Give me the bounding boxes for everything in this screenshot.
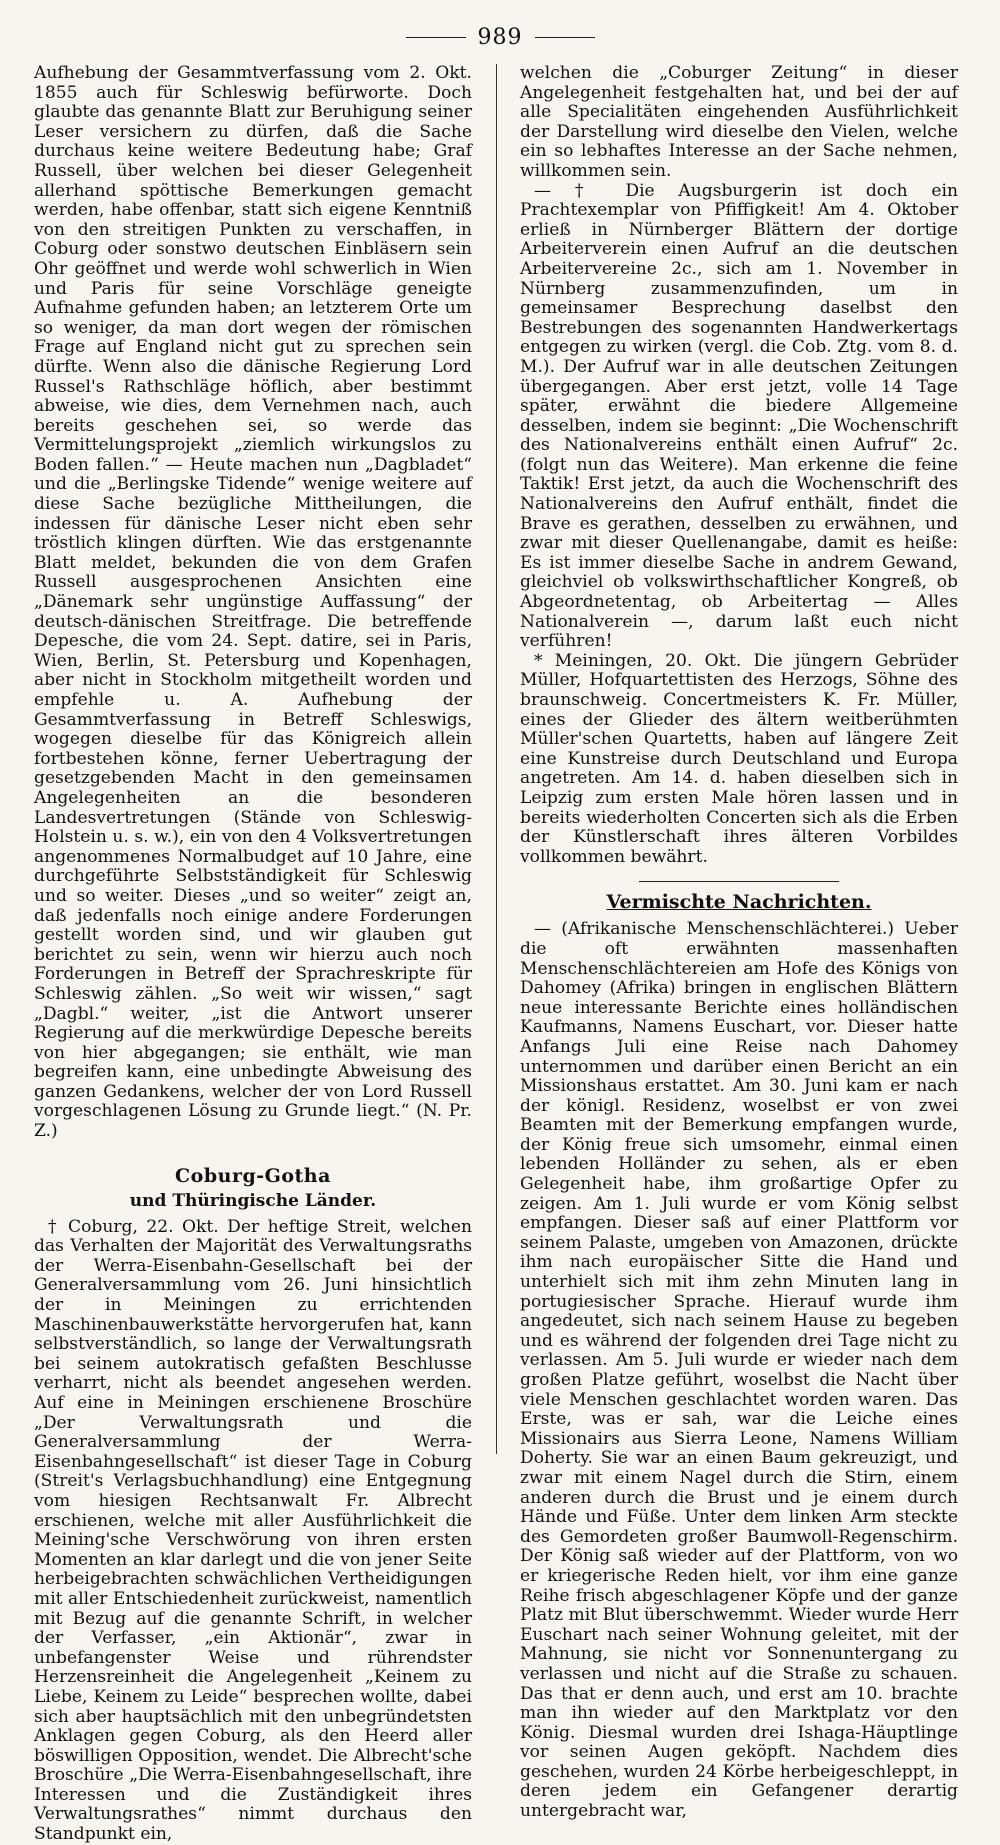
section-title-coburg-gotha: Coburg-Gotha	[175, 1164, 331, 1187]
header-rule-left	[406, 37, 466, 38]
page-header	[0, 22, 1000, 52]
page-number: 989	[477, 24, 523, 50]
article-russell-continued: Aufhebung der Gesammtverfassung vom 2. Okt. 1855 auch für Schleswig befürworte. Doch glaubte das genannte Blatt zur Beruhigung seiner Leser versichern zu dürfen, daß die Sache durchaus keine weitere Bedeutung habe; Graf Russell, über welchen bei dieser Gelegenheit allerhand spöttische Bemerkungen gemacht werden, habe offenbar, statt sich eigene Kenntniß von den streitigen Punkten zu verschaffen, in Coburg oder sonstwo deutschen Einbläsern sein Ohr geöffnet und werde wohl schwerlich in Wien und Paris für seine Vorschläge geneigte Aufnahme gefunden haben; an letzterem Orte um so weniger, da man dort wegen der römischen Frage auf England nicht gut zu sprechen sein dürfte. Wenn also die dänische Regierung Lord Russel's Rathschläge höflich, aber bestimmt abweise, wie dies, dem Vernehmen nach, auch bereits geschehen sei, so werde das Vermittelungsprojekt „ziemlich wirkungslos zu Boden fallen.“ — Heute machen nun „Dagbladet“ und die „Berlingske Tidende“ wenige weitere auf diese Sache bezügliche Mittheilungen, die indessen für dänische Leser nicht eben sehr tröstlich klingen dürften. Wie das erstgenannte Blatt meldet, bekunden die von dem Grafen Russell ausgesprochenen Ansichten eine „Dänemark sehr ungünstige Auffassung“ der deutsch-dänischen Streitfrage. Die betreffende Depesche, die vom 24. Sept. datire, sei in Paris, Wien, Berlin, St. Petersburg und Kopenhagen, aber nicht in Stockholm mitgetheilt worden und empfehle u. A. Aufhebung der Gesammtverfassung in Betreff Schleswigs, wogegen dieselbe für das Königreich allein fortbestehen könne, ferner Uebertragung der gesetzgebenden Macht in den gemeinsamen Angelegenheiten an die besonderen Landesvertretungen (Stände von Schleswig-Holstein u. s. w.), ein von den 4 Volksvertretungen angenommenes Normalbudget auf 10 Jahre, eine durchgeführte Selbstständigkeit für Schleswig und so weiter. Dieses „und so weiter“ zeigt an, daß jedenfalls noch einige andere Forderungen gestellt worden sind, und wir glauben gut berichtet zu sein, wenn wir hierzu auch noch Forderungen in Betreff der Sprachreskripte für Schleswig zählen. „So weit wir wissen,“ sagt „Dagbl.“ weiter, „ist die Antwort unserer Regierung auf die merkwürdige Depesche bereits von hier abgegangen; sie enthält, wie man begreifen kann, eine unbedingte Abweisung des ganzen Gedankens, welcher der von Lord Russell vorgeschlagenen Lösung zu Grunde liegt.“ (N. Pr. Z.)	[34, 63, 472, 1142]
article-meiningen: * Meiningen, 20. Okt. Die jüngern Gebrüder Müller, Hofquartettisten des Herzogs, Söhne des braunschweig. Concertmeisters K. Fr. Müller, eines der Glieder des ältern weitberühmten Müller'schen Quartetts, haben auf längere Zeit eine Kunstreise durch Deutschland und Europa angetreten. Am 14. d. haben dieselben sich in Leipzig zum ersten Male hören lassen und in bereits wiederholten Concerten sich als die Erben der Künstlerschaft ihres älteren Vorbildes vollkommen bewährt.	[520, 650, 958, 867]
section-title-vermischte: Vermischte Nachrichten.	[606, 891, 872, 914]
section-rule	[639, 881, 839, 882]
column-divider	[496, 64, 497, 1454]
header-rule-right	[535, 37, 595, 38]
article-augsburgerin: — † Die Augsburgerin ist doch ein Prachtexemplar von Pfiffigkeit! Am 4. Oktober erließ in Nürnberger Blättern der dortige Arbeiterverein einen Aufruf an die deutschen Arbeitervereine 2c., sich am 1. November in Nürnberg zusammenzufinden, um in gemeinsamer Besprechung daselbst den Bestrebungen des sogenannten Handwerkertags entgegen zu wirken (vergl. die Cob. Ztg. vom 8. d. M.). Der Aufruf war in alle deutschen Zeitungen übergegangen. Aber erst jetzt, volle 14 Tage später, erwähnt die biedere Allgemeine desselben, indem sie beginnt: „Die Wochenschrift des Nationalvereins enthält einen Aufruf“ 2c. (folgt nun das Weitere). Man erkenne die feine Taktik! Erst jetzt, da auch die Wochenschrift des Nationalvereins den Aufruf enthält, findet die Brave es gerathen, desselben zu erwähnen, und zwar mit dieser Quellenangabe, damit es heiße: Es ist immer dieselbe Sache in andrem Gewand, gleichviel ob volkswirthschaftlicher Kongreß, ob Abgeordnetentag, ob Arbeitertag — Alles Nationalverein —, darum laßt euch nicht verführen!	[520, 180, 958, 652]
article-coburg: † Coburg, 22. Okt. Der heftige Streit, welchen das Verhalten der Majorität des Verwaltungsraths der Werra-Eisenbahn-Gesellschaft bei der Generalversammlung vom 26. Juni hinsichtlich der in Meiningen zu errichtenden Maschinenbauwerkstätte hervorgerufen hat, kann selbstverständlich, so lange der Verwaltungsrath bei seinem autokratisch gefaßten Beschlusse verharrt, nicht als beendet angesehen werden. Auf eine in Meiningen erschienene Broschüre „Der Verwaltungsrath und die Generalversammlung der Werra-Eisenbahngesellschaft“ ist dieser Tage in Coburg (Streit's Verlagsbuchhandlung) eine Entgegnung vom hiesigen Rechtsanwalt Fr. Albrecht erschienen, welche mit aller Ausführlichkeit die Meining'sche Verschwörung von ihren ersten Momenten an klar darlegt und die von jener Seite herbeigebrachten schwächlichen Vertheidigungen mit aller Entschiedenheit zurückweist, namentlich mit Bezug auf die genannte Schrift, in welcher der Verfasser, „ein Aktionär“, zwar in unbefangenster Weise und rührendster Herzensreinheit die Angelegenheit „Keinem zu Liebe, Keinem zu Leide“ besprechen wollte, dabei sich aber hauptsächlich mit den unbegründetsten Anklagen gegen Coburg, als den Heerd aller böswilligen Opposition, wendet. Die Albrecht'sche Broschüre „Die Werra-Eisenbahngesellschaft, ihre Interessen und die Zuständigkeit ihres Verwaltungsrathes“ nimmt durchaus den Standpunkt ein,	[34, 1216, 472, 1845]
article-coburg-continued: welchen die „Coburger Zeitung“ in dieser Angelegenheit festgehalten hat, und bei der auf alle Specialitäten eingehenden Ausführlichkeit der Darstellung wird dieselbe den Vielen, welche ein so lebhaftes Interesse an der Sache nehmen, willkommen sein.	[520, 63, 958, 181]
right-column	[520, 63, 958, 1822]
left-column	[34, 63, 472, 1845]
article-dahomey: — (Afrikanische Menschenschlächterei.) Ueber die oft erwähnten massenhaften Menschenschlächtereien am Hofe des Königs von Dahomey (Afrika) bringen in englischen Blättern neue interessante Berichte eines holländischen Kaufmanns, Namens Euschart, vor. Dieser hatte Anfangs Juli eine Reise nach Dahomey unternommen und darüber einen Bericht an ein Missionshaus erstattet. Am 30. Juni kam er nach der königl. Residenz, woselbst er von zwei Beamten mit der Bemerkung empfangen wurde, der König freue sich umsomehr, einmal einen lebenden Holländer zu sehen, als er eben Gelegenheit habe, ihm großartige Opfer zu zeigen. Am 1. Juli wurde er vom König selbst empfangen. Dieser saß auf einer Plattform vor seinem Palaste, umgeben von Amazonen, drückte ihm nach europäischer Sitte die Hand und unterhielt sich mit ihm zehn Minuten lang in portugiesischer Sprache. Hierauf wurde ihm angedeutet, sich nach seinem Hause zu begeben und es während der folgenden drei Tage nicht zu verlassen. Am 5. Juli wurde er wieder nach dem großen Platze geführt, woselbst die Nacht über viele Menschen geschlachtet worden waren. Das Erste, was er sah, war die Leiche eines Missionairs aus Sierra Leone, Namens William Doherty. Sie war an einen Baum gekreuzigt, und zwar mit einem Nagel durch die Stirn, einem anderen durch die Brust und je einem durch Hände und Füße. Unter dem linken Arm steckte des Gemordeten großer Baumwoll-Regenschirm. Der König saß wieder auf der Plattform, von wo er kriegerische Reden hielt, vor ihm eine ganze Reihe frisch abgeschlagener Köpfe und der ganze Platz mit Blut überschwemmt. Wieder wurde Herr Euschart nach seiner Wohnung geleitet, mit der Mahnung, sie nicht vor Sonnenuntergang zu verlassen und nicht auf die Straße zu schauen. Das that er denn auch, und erst am 10. brachte man ihn wieder auf den Marktplatz vor den König. Diesmal wurden drei Ishaga-Häuptlinge vor seinen Augen geköpft. Nachdem dies geschehen, wurden 24 Körbe herbeigeschleppt, in deren jedem ein Gefangener derartig untergebracht war,	[520, 919, 958, 1822]
section-subtitle-thueringen: und Thüringische Länder.	[129, 1190, 377, 1211]
